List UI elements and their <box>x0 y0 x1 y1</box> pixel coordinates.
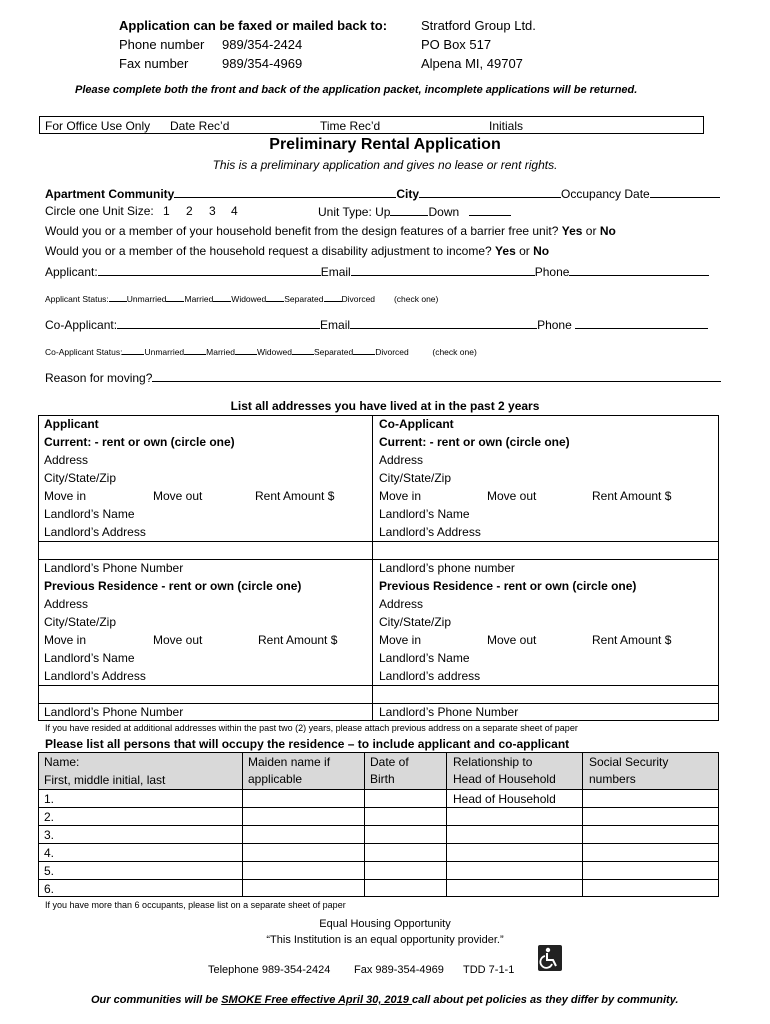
co-applicant-prev-landlord-name[interactable]: Landlord’s Name <box>379 651 470 665</box>
applicant-name-field[interactable] <box>98 264 321 276</box>
company-city: Alpena MI, 49707 <box>421 56 523 71</box>
co-applicant-previous[interactable]: Previous Residence - rent or own (circle one) <box>379 579 637 593</box>
barrier-no[interactable]: No <box>599 224 616 238</box>
applicant-prev-city-state-zip[interactable]: City/State/Zip <box>44 615 117 629</box>
col-ssn-sub: numbers <box>589 772 636 786</box>
co-applicant-landlord-phone[interactable]: Landlord’s phone number <box>379 561 515 575</box>
equal-housing: Equal Housing Opportunity <box>319 918 451 930</box>
co-applicant-prev-city-state-zip[interactable]: City/State/Zip <box>379 615 452 629</box>
equal-opportunity-provider: “This Institution is an equal opportunity provider.” <box>266 934 504 946</box>
addresses-row-line-2 <box>38 559 719 560</box>
apartment-community-label: Apartment Community <box>45 187 175 201</box>
co-applicant-row <box>45 317 708 332</box>
apartment-row <box>45 186 720 201</box>
co-applicant-landlord-name[interactable]: Landlord’s Name <box>379 507 470 521</box>
applicant-city-state-zip[interactable]: City/State/Zip <box>44 471 117 485</box>
applicant-prev-landlord-phone[interactable]: Landlord’s Phone Number <box>44 705 184 719</box>
status-unmarried-box[interactable] <box>109 293 127 302</box>
occupancy-date-label: Occupancy Date <box>561 187 650 201</box>
applicant-prev-move-in[interactable]: Move in <box>44 633 87 647</box>
disability-no[interactable]: No <box>533 244 550 258</box>
applicant-prev-landlord-name[interactable]: Landlord’s Name <box>44 651 135 665</box>
co-status-married-box[interactable] <box>184 346 206 355</box>
applicant-previous[interactable]: Previous Residence - rent or own (circle one) <box>44 579 302 593</box>
status-separated-box[interactable] <box>266 293 284 302</box>
occupant-row-1[interactable]: 1. <box>44 792 55 806</box>
unit-type-up-field[interactable] <box>390 204 428 216</box>
co-applicant-city-state-zip[interactable]: City/State/Zip <box>379 471 452 485</box>
co-applicant-prev-landlord-phone[interactable]: Landlord’s Phone Number <box>379 705 519 719</box>
occupants-row-line-5 <box>38 879 719 880</box>
office-use-label: For Office Use Only <box>45 119 151 133</box>
col-dob-sub: Birth <box>370 772 395 786</box>
co-applicant-prev-landlord-address[interactable]: Landlord’s address <box>379 669 481 683</box>
unit-size-2[interactable]: 2 <box>186 204 193 218</box>
occupant-row-6[interactable]: 6. <box>44 882 55 896</box>
col-dob-header: Date of <box>370 755 409 769</box>
reason-row <box>45 370 721 385</box>
occupants-row-line-2 <box>38 825 719 826</box>
applicant-col-header: Applicant <box>44 417 99 431</box>
co-applicant-name-field[interactable] <box>117 317 320 329</box>
addresses-row-line-4 <box>38 703 719 704</box>
company-name: Stratford Group Ltd. <box>421 18 536 33</box>
co-applicant-move-in[interactable]: Move in <box>379 489 422 503</box>
completion-notice: Please complete both the front and back of the application packet, incomplete applications will be returned. <box>75 84 638 96</box>
occupants-row-line-0 <box>38 789 719 790</box>
unit-type-up-label: Unit Type: Up <box>318 205 391 219</box>
applicant-landlord-phone[interactable]: Landlord’s Phone Number <box>44 561 184 575</box>
addresses-divider <box>372 415 373 721</box>
status-widowed-box[interactable] <box>213 293 231 302</box>
applicant-address[interactable]: Address <box>44 453 89 467</box>
occupants-row-line-3 <box>38 843 719 844</box>
phone-label: Phone number <box>119 37 205 52</box>
applicant-prev-landlord-address[interactable]: Landlord’s Address <box>44 669 146 683</box>
fax-mail-label: Application can be faxed or mailed back to: <box>119 18 388 33</box>
addresses-row-line-1 <box>38 541 719 542</box>
co-applicant-prev-move-out[interactable]: Move out <box>487 633 537 647</box>
occupants-heading: Please list all persons that will occupy the residence – to include applicant and co-applicant <box>45 737 570 751</box>
co-applicant-prev-address[interactable]: Address <box>379 597 424 611</box>
unit-type-down-field[interactable] <box>469 204 511 216</box>
occupant-row-4[interactable]: 4. <box>44 846 55 860</box>
applicant-prev-address[interactable]: Address <box>44 597 89 611</box>
co-applicant-current[interactable]: Current: - rent or own (circle one) <box>379 435 570 449</box>
wheelchair-icon <box>538 945 562 974</box>
occupant-row-3[interactable]: 3. <box>44 828 55 842</box>
applicant-email-field[interactable] <box>351 264 535 276</box>
occupants-row-line-1 <box>38 807 719 808</box>
co-status-divorced-box[interactable] <box>353 346 375 355</box>
barrier-yes[interactable]: Yes <box>561 224 583 238</box>
col-name-sub: First, middle initial, last <box>44 773 166 787</box>
reason-label: Reason for moving? <box>45 371 153 385</box>
city-field[interactable] <box>419 186 561 198</box>
unit-type-row <box>318 204 511 219</box>
page-title: Preliminary Rental Application <box>269 136 501 153</box>
occupants-row-line-4 <box>38 861 719 862</box>
co-applicant-address[interactable]: Address <box>379 453 424 467</box>
city-label: City <box>396 187 420 201</box>
po-box: PO Box 517 <box>421 37 492 52</box>
applicant-landlord-address[interactable]: Landlord’s Address <box>44 525 146 539</box>
applicant-prev-rent-amount[interactable]: Rent Amount $ <box>258 633 338 647</box>
applicant-email-label: Email <box>320 265 351 279</box>
co-applicant-label: Co-Applicant: <box>45 318 118 332</box>
addresses-row-line-3 <box>38 685 719 686</box>
phone-value: 989/354-2424 <box>222 37 303 52</box>
apartment-community-field[interactable] <box>174 186 396 198</box>
co-applicant-status-row: Co-Applicant Status: Unmarried Married Widowed Separated Divorced (check one) <box>45 347 477 357</box>
fax-label: Fax number <box>119 56 189 71</box>
occupants-note: If you have more than 6 occupants, please list on a separate sheet of paper <box>45 900 346 910</box>
co-applicant-email-field[interactable] <box>350 317 537 329</box>
co-applicant-email-label: Email <box>320 318 351 332</box>
co-applicant-col-header: Co-Applicant <box>379 417 454 431</box>
unit-size-4[interactable]: 4 <box>231 204 238 218</box>
addresses-heading: List all addresses you have lived at in the past 2 years <box>230 399 540 413</box>
status-divorced-box[interactable] <box>324 293 342 302</box>
col-maiden-header: Maiden name if <box>248 755 331 769</box>
footer-fax: Fax 989-354-4969 <box>354 964 444 976</box>
unit-size-3[interactable]: 3 <box>209 204 216 218</box>
date-received-label: Date Rec’d <box>170 119 230 133</box>
applicant-phone-label: Phone <box>534 265 570 279</box>
unit-type-down-label: Down <box>428 205 460 219</box>
co-applicant-prev-move-in[interactable]: Move in <box>379 633 422 647</box>
disability-question: Would you or a member of the household request a disability adjustment to income? Yes or No <box>45 244 550 258</box>
applicant-status-row: Applicant Status: Unmarried Married Widowed Separated Divorced (check one) <box>45 294 439 304</box>
co-status-widowed-box[interactable] <box>235 346 257 355</box>
applicant-row <box>45 264 709 279</box>
applicant-move-in[interactable]: Move in <box>44 489 87 503</box>
applicant-current[interactable]: Current: - rent or own (circle one) <box>44 435 235 449</box>
unit-size-1[interactable]: 1 <box>163 204 170 218</box>
applicant-move-out[interactable]: Move out <box>153 489 203 503</box>
co-applicant-rent-amount[interactable]: Rent Amount $ <box>592 489 672 503</box>
col-relationship-sub: Head of Household <box>453 772 556 786</box>
occupant-row-1-relationship: Head of Household <box>453 792 556 806</box>
co-applicant-prev-rent-amount[interactable]: Rent Amount $ <box>592 633 672 647</box>
applicant-rent-amount[interactable]: Rent Amount $ <box>255 489 335 503</box>
page-subtitle: This is a preliminary application and gives no lease or rent rights. <box>212 158 558 172</box>
reason-field[interactable] <box>152 370 721 382</box>
co-status-unmarried-box[interactable] <box>122 346 144 355</box>
co-applicant-landlord-address[interactable]: Landlord’s Address <box>379 525 481 539</box>
applicant-label: Applicant: <box>45 265 98 279</box>
disability-yes[interactable]: Yes <box>495 244 516 258</box>
additional-address-note: If you have resided at additional addresses within the past two (2) years, please attach previous address on a separate sheet of paper <box>45 723 578 733</box>
co-applicant-phone-field[interactable] <box>575 317 708 329</box>
barrier-free-question: Would you or a member of your household benefit from the design features of a barrier free unit? Yes or No <box>45 224 616 238</box>
footer-telephone: Telephone 989-354-2424 <box>208 964 331 976</box>
occupant-row-5[interactable]: 5. <box>44 864 55 878</box>
occupancy-date-field[interactable] <box>650 186 720 198</box>
smoke-free-notice: Our communities will be SMOKE Free effective April 30, 2019 call about pet policies as they differ by community. <box>91 994 679 1006</box>
applicant-landlord-name[interactable]: Landlord’s Name <box>44 507 135 521</box>
occupant-row-2[interactable]: 2. <box>44 810 55 824</box>
col-relationship-header: Relationship to <box>453 755 533 769</box>
time-received-label: Time Rec’d <box>320 119 381 133</box>
col-ssn-header: Social Security <box>589 755 669 769</box>
status-married-box[interactable] <box>166 293 184 302</box>
co-applicant-phone-label: Phone <box>537 318 572 332</box>
co-status-separated-box[interactable] <box>292 346 314 355</box>
co-applicant-move-out[interactable]: Move out <box>487 489 537 503</box>
unit-size-label: Circle one Unit Size: <box>45 204 154 218</box>
fax-value: 989/354-4969 <box>222 56 303 71</box>
initials-label: Initials <box>489 119 524 133</box>
col-maiden-sub: applicable <box>248 772 303 786</box>
col-name-header: Name: <box>44 755 80 769</box>
applicant-phone-field[interactable] <box>569 264 709 276</box>
applicant-prev-move-out[interactable]: Move out <box>153 633 203 647</box>
footer-tdd: TDD 7-1-1 <box>463 964 515 976</box>
